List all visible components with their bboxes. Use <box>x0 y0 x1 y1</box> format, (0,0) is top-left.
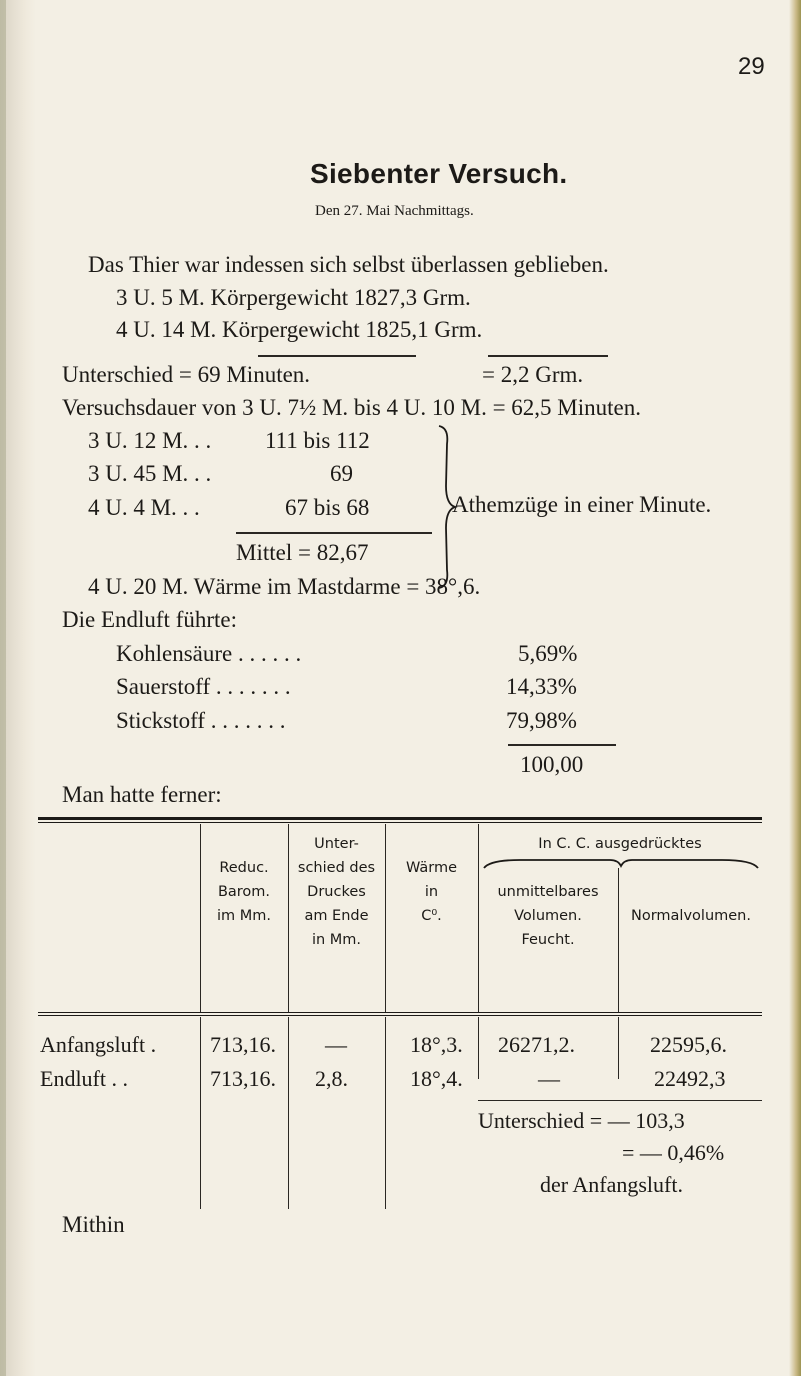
table-divider <box>618 868 619 1012</box>
row-waerme: 18°,4. <box>410 1066 463 1091</box>
row-reduc: 713,16. <box>210 1066 276 1091</box>
table-divider <box>478 1017 479 1079</box>
section-subtitle: Den 27. Mai Nachmittags. <box>315 203 474 219</box>
total-rule <box>508 744 616 746</box>
page-edge-right <box>789 0 801 1376</box>
gas-total: 100,00 <box>520 752 584 777</box>
breath-time-1: 3 U. 12 M. . . <box>88 428 212 453</box>
row-normal: 22492,3 <box>654 1066 726 1091</box>
row-normal: 22595,6. <box>650 1032 727 1057</box>
experiment-duration: Versuchsdauer von 3 U. 7½ M. bis 4 U. 10 M. = 62,5 Minuten. <box>62 395 641 420</box>
table-divider <box>385 1017 386 1209</box>
table-divider <box>618 1017 619 1079</box>
gas-value-3: 79,98% <box>506 708 577 733</box>
result-rule <box>478 1100 762 1101</box>
gas-label-3: Stickstoff . . . . . . . <box>116 708 286 733</box>
row-reduc: 713,16. <box>210 1032 276 1057</box>
gas-label-2: Sauerstoff . . . . . . . <box>116 674 291 699</box>
row-unterschied: 2,8. <box>315 1066 348 1091</box>
gas-label-1: Kohlensäure . . . . . . <box>116 641 302 666</box>
row-waerme: 18°,3. <box>410 1032 463 1057</box>
header-volumen: unmittelbares Volumen. Feucht. <box>497 884 599 948</box>
row-label: Anfangsluft . <box>40 1032 157 1057</box>
sum-rule-left <box>258 355 416 357</box>
rectal-temperature: 4 U. 20 M. Wärme im Mastdarme = 38°,6. <box>88 574 481 599</box>
header-reduc: Reduc. Barom. im Mm. <box>216 860 271 924</box>
footer-word: Mithin <box>62 1212 125 1237</box>
intro-line-1: Das Thier war indessen sich selbst überlassen geblieben. <box>88 252 609 277</box>
intro-line-3: 4 U. 14 M. Körpergewicht 1825,1 Grm. <box>116 317 483 342</box>
row-volumen: 26271,2. <box>498 1032 575 1057</box>
breath-brace-label: Athemzüge in einer Minute. <box>452 492 712 517</box>
row-label: Endluft . . <box>40 1066 128 1091</box>
row-unterschied: — <box>325 1032 347 1057</box>
ferner-line: Man hatte ferner: <box>62 782 222 807</box>
table-divider <box>288 1017 289 1209</box>
mean-rule <box>236 532 432 534</box>
row-volumen: — <box>538 1066 560 1091</box>
result-line-1: Unterschied = — 103,3 <box>478 1108 685 1133</box>
header-unterschied: Unter- schied des Druckes am Ende in Mm. <box>297 836 376 948</box>
difference-weight: = 2,2 Grm. <box>482 362 584 387</box>
breath-value-3: 67 bis 68 <box>285 495 370 520</box>
gas-value-2: 14,33% <box>506 674 577 699</box>
group-brace-icon <box>480 856 762 870</box>
gas-value-1: 5,69% <box>518 641 578 666</box>
page-edge-left <box>0 0 36 1376</box>
header-waerme: Wärme in C⁰. <box>405 860 458 924</box>
header-rule-2 <box>38 1015 762 1016</box>
header-group: In C. C. ausgedrücktes <box>538 836 702 852</box>
result-line-3: der Anfangsluft. <box>540 1172 683 1197</box>
breath-mean: Mittel = 82,67 <box>236 540 369 565</box>
table-divider <box>200 1017 201 1209</box>
difference-minutes: Unterschied = 69 Minuten. <box>62 362 311 387</box>
breath-time-3: 4 U. 4 M. . . <box>88 495 200 520</box>
header-normal: Normalvolumen. <box>631 908 751 924</box>
page-number: 29 <box>738 53 765 80</box>
breath-value-1: 111 bis 112 <box>265 428 370 453</box>
breath-time-2: 3 U. 45 M. . . <box>88 461 212 486</box>
table-top-rule-thin <box>38 822 762 823</box>
sum-rule-right <box>488 355 608 357</box>
table-top-rule <box>38 817 762 820</box>
result-line-2: = — 0,46% <box>622 1140 725 1165</box>
endluft-intro: Die Endluft führte: <box>62 607 238 632</box>
breath-value-2: 69 <box>330 461 353 486</box>
intro-line-2: 3 U. 5 M. Körpergewicht 1827,3 Grm. <box>116 285 471 310</box>
header-rule <box>38 1012 762 1013</box>
section-title: Siebenter Versuch. <box>310 158 568 189</box>
